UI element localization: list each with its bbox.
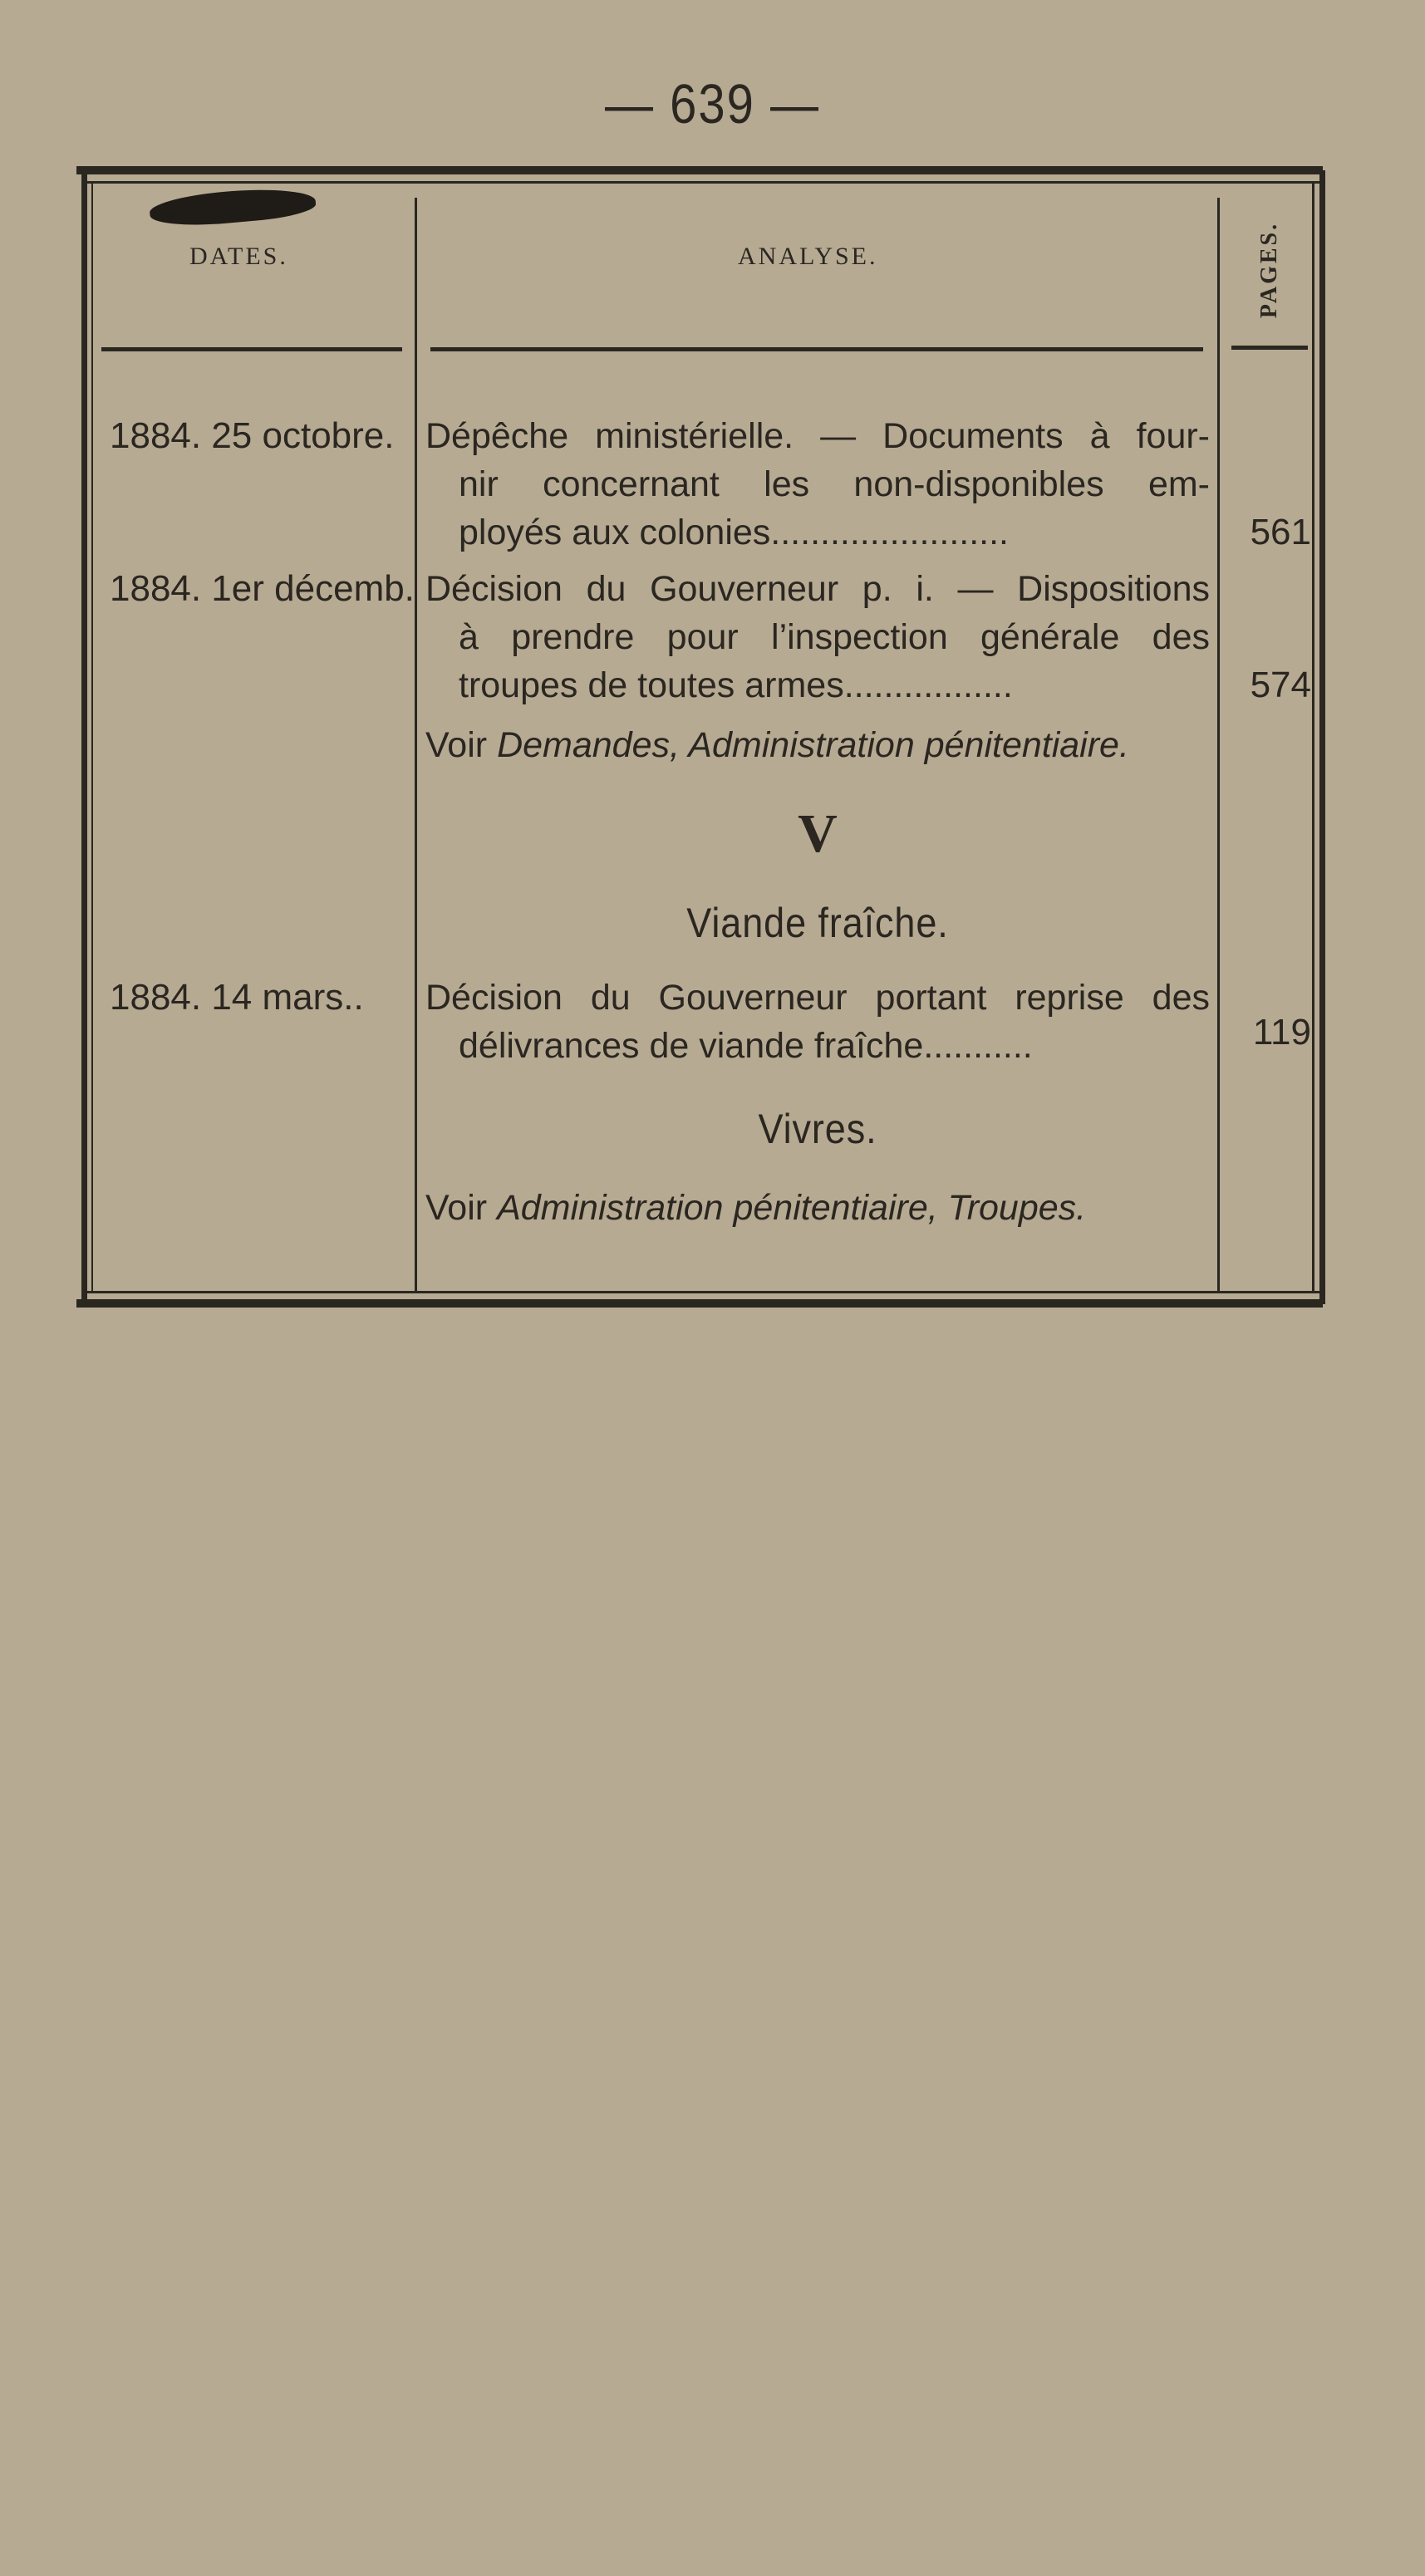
table-bottom-inner-border	[86, 1291, 1320, 1293]
section-letter: V	[798, 803, 838, 864]
row-1-page: 561	[1250, 512, 1311, 552]
row-3-line-2: délivrances de viande fraîche...........	[459, 1026, 1033, 1066]
row-1-date: 1884. 25 octobre.	[110, 415, 395, 456]
analyse-header: ANALYSE.	[738, 243, 878, 270]
table-left-inner-border	[91, 183, 93, 1293]
row-2-line-1: Décision du Gouverneur p. i. — Dispositions	[425, 569, 1210, 609]
row-1-line-3: ployés aux colonies........................	[459, 513, 1010, 552]
row-2-line-3: troupes de toutes armes.................	[459, 665, 1013, 705]
see-also-1-prefix: Voir	[425, 725, 488, 765]
table-left-border	[81, 170, 87, 1304]
row-2-analyse	[425, 565, 1210, 709]
table-bottom-border	[76, 1299, 1323, 1308]
section-title-viande: Viande fraîche.	[686, 900, 949, 946]
column-divider-dates	[415, 198, 417, 1291]
pages-header-label: PAGES.	[1256, 221, 1282, 319]
row-2-page: 574	[1250, 665, 1311, 705]
column-divider-analyse	[1217, 198, 1220, 1291]
table-top-border	[76, 166, 1323, 174]
row-3-page: 119	[1252, 1012, 1311, 1052]
row-1-analyse	[425, 412, 1210, 557]
row-3-date: 1884. 14 mars..	[110, 977, 364, 1018]
see-also-2-prefix: Voir	[425, 1188, 488, 1228]
see-also-1	[425, 721, 1210, 769]
dates-header-underline	[101, 347, 402, 351]
row-2-line-2: à prendre pour l’inspection générale des	[459, 617, 1210, 657]
see-also-2-ref: Administration pénitentiaire, Troupes.	[497, 1188, 1087, 1228]
row-1-line-1: Dépêche ministérielle. — Documents à four-	[425, 416, 1210, 456]
page-number: — 639 —	[605, 73, 820, 135]
row-3-line-1: Décision du Gouverneur portant reprise des	[425, 978, 1210, 1018]
ink-blot	[149, 184, 317, 229]
table-top-inner-border	[86, 181, 1320, 184]
analyse-header-underline	[430, 347, 1203, 351]
row-2-date: 1884. 1er décemb.	[110, 568, 415, 609]
row-1-line-2: nir concernant les non-disponibles em-	[459, 464, 1210, 504]
table-right-inner-border	[1312, 183, 1314, 1293]
see-also-2	[425, 1184, 1210, 1232]
dates-header: DATES.	[189, 243, 288, 270]
row-3-analyse	[425, 974, 1210, 1070]
pages-header-underline	[1231, 346, 1308, 350]
see-also-1-ref: Demandes, Administration pénitentiaire.	[497, 725, 1129, 765]
table-right-border	[1319, 170, 1325, 1304]
section-title-vivres: Vivres.	[758, 1106, 877, 1152]
